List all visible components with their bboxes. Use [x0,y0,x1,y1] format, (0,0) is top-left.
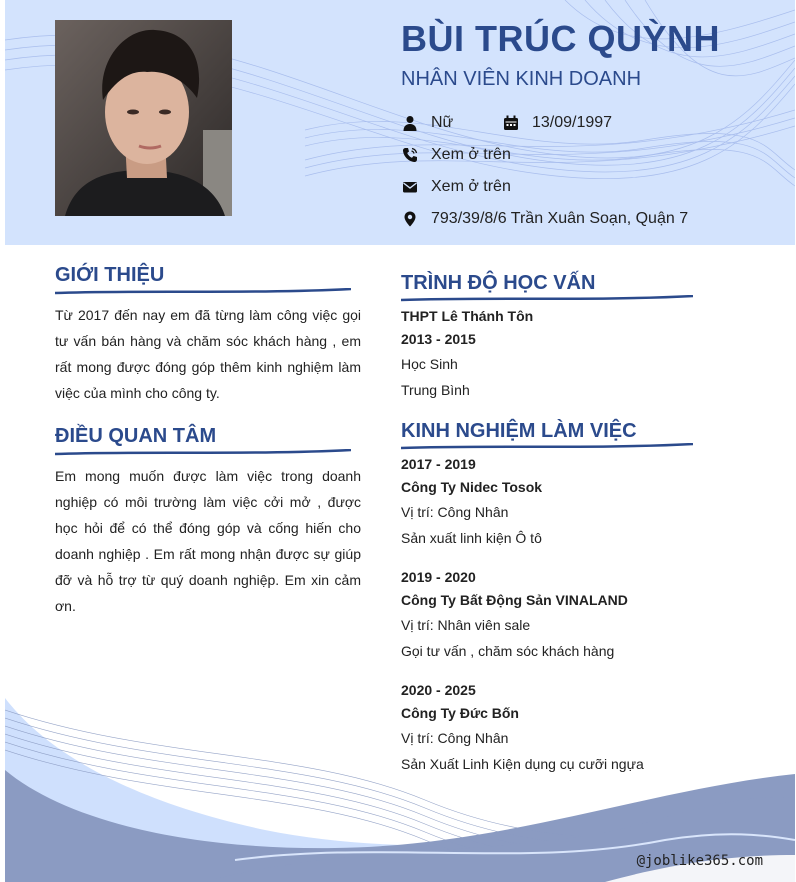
interest-heading: ĐIỀU QUAN TÂM [55,425,217,447]
education-school: THPT Lê Thánh Tôn [401,308,534,324]
experience-company: Công Ty Nidec Tosok [401,479,543,495]
candidate-name: BÙI TRÚC QUỲNH [401,18,720,59]
experience-company: Công Ty Bất Động Sản VINALAND [401,592,628,608]
phone-row [401,143,511,167]
interest-heading-underline [55,449,351,457]
experience-years: 2019 - 2020 [401,569,476,585]
address-value: 793/39/8/6 Trần Xuân Soạn, Quận 7 [431,210,689,227]
interest-text: Em mong muốn được làm việc trong doanh nghiệp có môi trường làm việc cởi mở , được học hỏi để có thể đóng góp và cống hiến cho doanh nghiệp . Em rất mong nhận được sự giúp đỡ và hỗ trợ từ quý doanh nghiệp. Em xin cảm ơn. [55,468,361,614]
gender-row [401,111,453,135]
intro-heading-underline [55,288,351,296]
cv-page [5,0,795,882]
email-value: Xem ở trên [431,178,511,195]
education-heading: TRÌNH ĐỘ HỌC VẤN [401,272,596,294]
dob-row [502,111,612,135]
experience-years: 2017 - 2019 [401,456,476,472]
experience-position: Vị trí: Nhân viên sale [401,617,531,633]
education-heading-underline [401,295,693,303]
email-row [401,175,511,199]
portrait-image [55,20,232,216]
calendar-icon [502,114,520,132]
address-row [401,207,688,231]
gender-value: Nữ [431,114,454,131]
education-years: 2013 - 2015 [401,331,476,347]
header-band [5,0,795,245]
experience-years: 2020 - 2025 [401,682,476,698]
phone-value: Xem ở trên [431,146,511,163]
experience-description: Sản Xuất Linh Kiện dụng cụ cưỡi ngựa [401,756,644,772]
watermark: @joblike365.com [636,853,763,869]
map-pin-icon [401,210,419,228]
user-icon [401,114,419,132]
candidate-role: NHÂN VIÊN KINH DOANH [401,68,642,90]
experience-heading: KINH NGHIỆM LÀM VIỆC [401,420,637,442]
intro-text: Từ 2017 đến nay em đã từng làm công việc gọi tư vấn bán hàng và chăm sóc khách hàng , em rất mong được đóng góp thêm kinh nghiệm làm việc của mình cho công ty. [55,307,361,401]
education-major: Học Sinh [401,356,458,372]
profile-photo [55,20,232,216]
experience-company: Công Ty Đức Bốn [401,705,519,721]
experience-description: Gọi tư vấn , chăm sóc khách hàng [401,643,615,659]
experience-heading-underline [401,443,693,451]
education-grade: Trung Bình [401,382,470,398]
envelope-icon [401,178,419,196]
experience-position: Vị trí: Công Nhân [401,730,509,746]
phone-icon [401,146,419,164]
experience-description: Sản xuất linh kiện Ô tô [401,530,542,546]
dob-value: 13/09/1997 [532,114,613,131]
intro-heading: GIỚI THIỆU [55,264,165,286]
experience-position: Vị trí: Công Nhân [401,504,509,520]
